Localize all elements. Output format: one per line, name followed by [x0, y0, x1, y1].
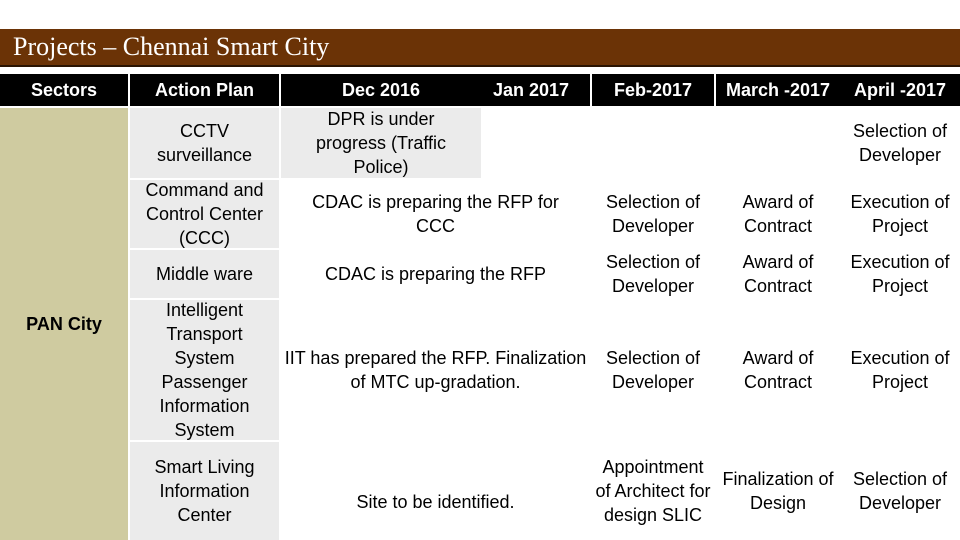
- cctv-april-status: Selection of Developer: [852, 121, 948, 165]
- middleware-feb-status: Selection of Developer: [605, 252, 701, 296]
- slide-title: Projects – Chennai Smart City: [13, 32, 330, 61]
- action-slic: Smart Living Information Center: [130, 442, 279, 540]
- ccc-april-status: Execution of Project: [850, 192, 950, 236]
- its-march-status: Award of Contract: [742, 348, 814, 392]
- action-ccc: Command and Control Center (CCC): [130, 180, 279, 248]
- ccc-march-status: Award of Contract: [742, 192, 814, 236]
- header-feb-2017: Feb-2017: [592, 74, 714, 106]
- sector-pan-city: PAN City: [0, 108, 128, 540]
- its-dec-jan-status: IIT has prepared the RFP. Finalization of MTC up-gradation.: [284, 348, 587, 392]
- slic-march-status: Finalization of Design: [722, 469, 834, 513]
- ccc-dec-jan-status: CDAC is preparing the RFP for CCC: [312, 192, 559, 236]
- slic-dec-jan-status: Site to be identified.: [356, 492, 515, 512]
- cctv-dec-status: DPR is under progress (Traffic Police): [281, 108, 481, 178]
- middleware-march-status: Award of Contract: [742, 252, 814, 296]
- header-dec-2016: Dec 2016: [281, 74, 481, 106]
- action-cctv: CCTV surveillance: [130, 108, 279, 178]
- header-april-2017: April -2017: [840, 74, 960, 106]
- its-april-status: Execution of Project: [850, 348, 950, 392]
- header-action-plan: Action Plan: [130, 74, 279, 106]
- slic-feb-status: Appointment of Architect for design SLIC: [595, 457, 711, 525]
- action-its: Intelligent Transport System Passenger Information System: [130, 300, 279, 440]
- its-feb-status: Selection of Developer: [605, 348, 701, 392]
- action-middleware: Middle ware: [130, 250, 279, 298]
- header-march-2017: March -2017: [716, 74, 840, 106]
- header-jan-2017: Jan 2017: [481, 74, 590, 106]
- slic-april-status: Selection of Developer: [852, 469, 948, 513]
- middleware-april-status: Execution of Project: [850, 252, 950, 296]
- middleware-dec-jan-status: CDAC is preparing the RFP: [324, 264, 547, 284]
- header-sectors: Sectors: [0, 74, 128, 106]
- ccc-feb-status: Selection of Developer: [605, 192, 701, 236]
- title-bar: [0, 29, 960, 67]
